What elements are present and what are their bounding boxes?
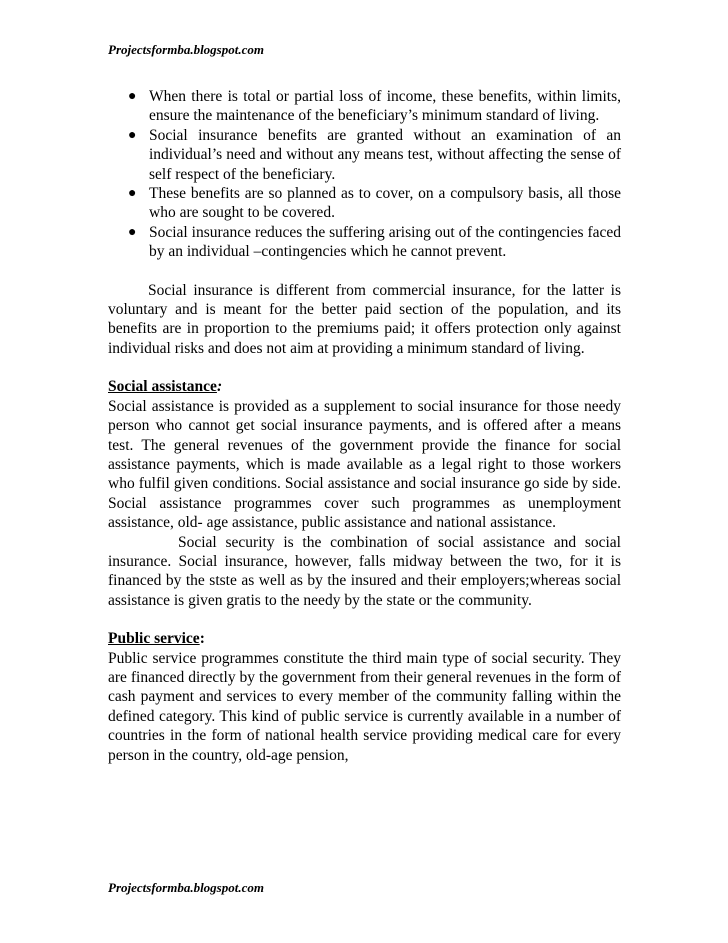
social-assistance-heading: Social assistance: bbox=[108, 378, 223, 396]
list-item: ● Social insurance reduces the suffering arising out of the contingencies faced by an individual –contingencies which he cannot prevent. bbox=[128, 223, 621, 261]
commercial-insurance-paragraph: Social insurance is different from commercial insurance, for the latter is voluntary and is meant for the better paid section of the population, and its benefits are in proportion to the premiums paid; it offers protection only against individual risks and does not aim at providing a minimum standard of living. bbox=[108, 281, 621, 357]
page-header: Projectsformba.blogspot.com bbox=[108, 42, 264, 57]
bullet-icon: ● bbox=[128, 186, 137, 202]
spacer bbox=[108, 358, 621, 377]
bullet-icon: ● bbox=[128, 224, 137, 240]
social-security-paragraph: Social security is the combination of social assistance and social insurance. Social insurance, however, falls midway between the two, for it is financed by the stste as well as by the insured and their employers;whereas social assistance is given gratis to the needy by the state or the community. bbox=[108, 533, 621, 609]
public-service-paragraph: Public service programmes constitute the third main type of social security. They are financed directly by the government from their general revenues in the form of cash payment and services to every member of the community falling within the defined category. This kind of public service is currently available in a number of countries in the form of national health service providing medical care for every person in the country, old-age pension, bbox=[108, 649, 621, 764]
page-content bbox=[108, 87, 621, 765]
public-service-heading: Public service: bbox=[108, 630, 205, 648]
bullet-icon: ● bbox=[128, 127, 137, 143]
list-item: ● Social insurance benefits are granted without an examination of an individual’s need and without any means test, without affecting the sense of self respect of the beneficiary. bbox=[128, 126, 621, 183]
bullet-icon: ● bbox=[128, 89, 137, 104]
spacer bbox=[108, 610, 621, 629]
list-item: ● These benefits are so planned as to cover, on a compulsory basis, all those who are sought to be covered. bbox=[128, 185, 621, 222]
list-item: ● When there is total or partial loss of income, these benefits, within limits, ensure the maintenance of the beneficiary’s minimum standard of living. bbox=[128, 88, 621, 125]
page-footer: Projectsformba.blogspot.com bbox=[108, 880, 264, 895]
benefits-bullet-list bbox=[108, 87, 621, 262]
social-assistance-paragraph: Social assistance is provided as a supplement to social insurance for those needy person who cannot get social insurance payments, and is offered after a means test. The general revenues of the government provide the finance for social assistance payments, which is made available as a legal right to those workers who fulfil given conditions. Social assistance and social insurance go side by side. Social assistance programmes cover such programmes as unemployment assistance, old- age assistance, public assistance and national assistance. bbox=[108, 397, 621, 532]
